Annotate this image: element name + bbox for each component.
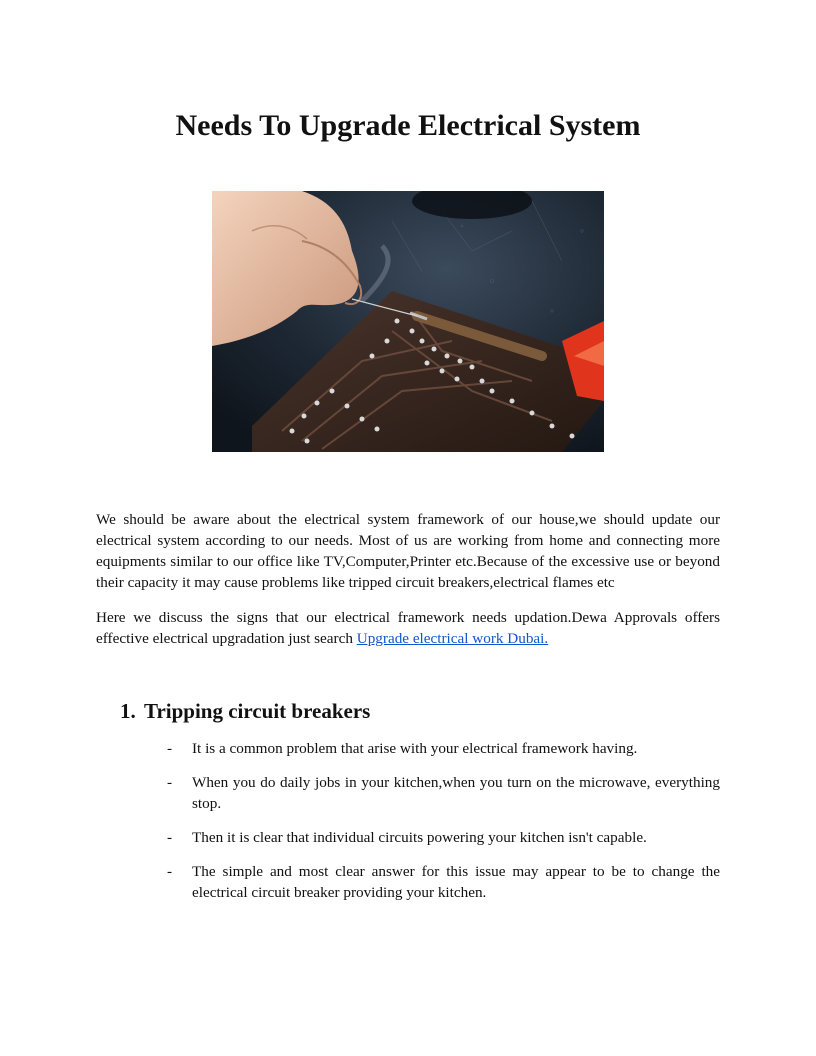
bullet-dash: -	[167, 863, 173, 880]
list-item	[167, 772, 720, 814]
bullet-dash: -	[167, 829, 173, 846]
bullet-text: Then it is clear that individual circuits powering your kitchen isn't capable.	[192, 829, 647, 846]
bullet-text: It is a common problem that arise with your electrical framework having.	[192, 740, 638, 757]
intro-paragraph: We should be aware about the electrical system framework of our house,we should update our electrical system according to our needs. Most of us are working from home and connecting more equipments similar to our office like TV,Computer,Printer etc.Because of the excessive use or beyond their capacity it may cause problems like tripped circuit breakers,electrical flames etc	[96, 511, 720, 591]
list-item	[167, 827, 720, 848]
bullet-dash: -	[167, 774, 173, 791]
section-heading-text: Tripping circuit breakers	[144, 699, 371, 723]
soldering-photo	[212, 191, 604, 452]
second-paragraph	[96, 607, 720, 649]
page-title: Needs To Upgrade Electrical System	[175, 109, 641, 142]
bullet-dash: -	[167, 740, 173, 757]
second-paragraph-text: Here we discuss the signs that our electrical framework needs updation.Dewa Approvals offers effective electrical upgradation just search	[96, 609, 720, 647]
section-number: 1.	[120, 699, 136, 723]
section-heading	[120, 697, 370, 725]
bullet-list	[167, 738, 720, 916]
upgrade-electrical-link[interactable]: Upgrade electrical work Dubai.	[356, 630, 549, 647]
bullet-text: When you do daily jobs in your kitchen,when you turn on the microwave, everything stop.	[192, 774, 720, 812]
bullet-text: The simple and most clear answer for this issue may appear to be to change the electrical circuit breaker providing your kitchen.	[192, 863, 720, 901]
list-item	[167, 861, 720, 903]
list-item	[167, 738, 720, 759]
